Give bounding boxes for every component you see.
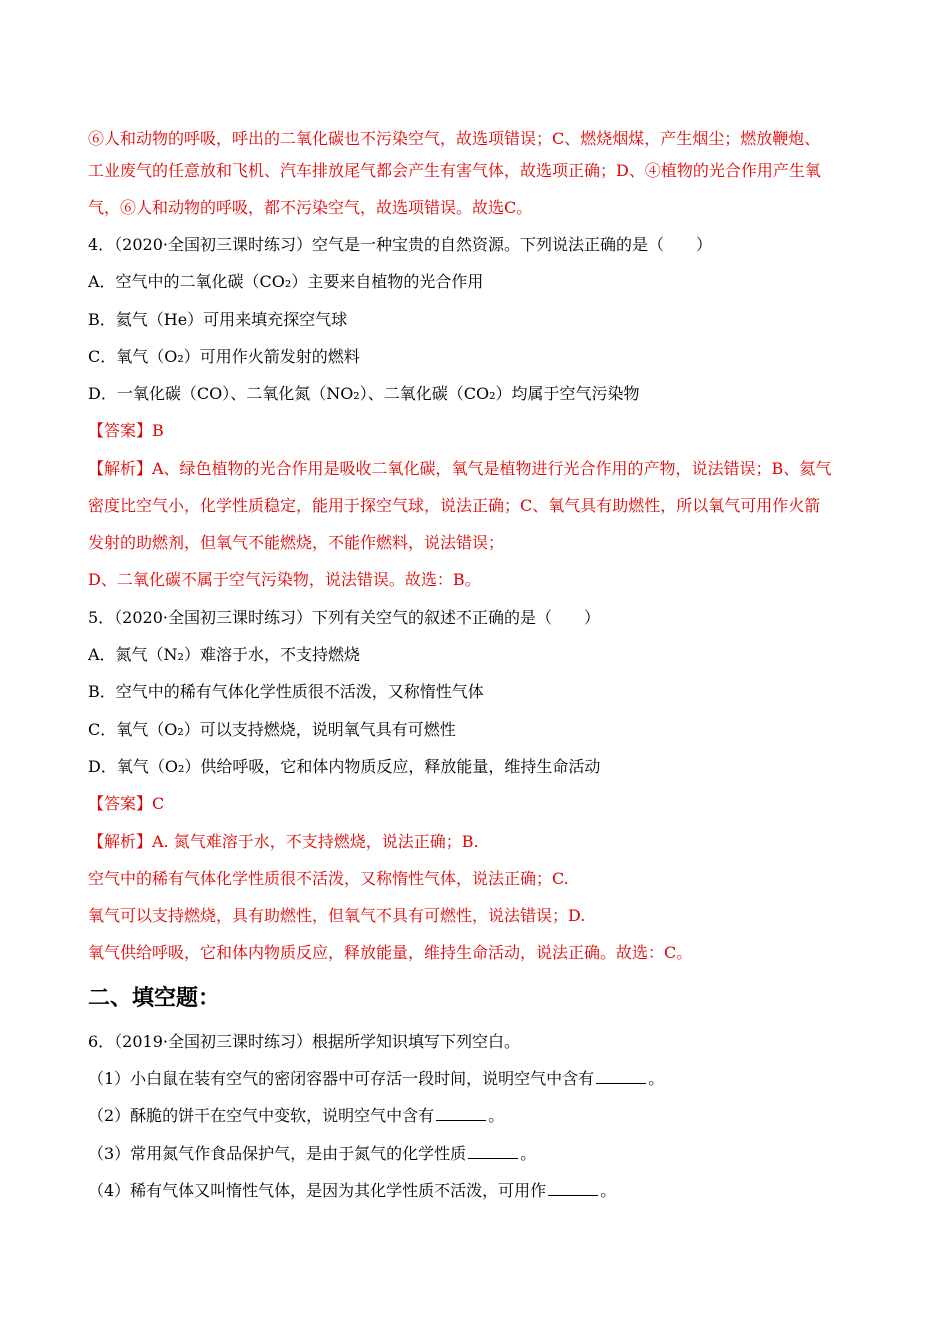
- q6-item-4: [88, 1180, 878, 1202]
- q6-item-3: [88, 1143, 878, 1165]
- q5-option-b: B．空气中的稀有气体化学性质很不活泼，又称惰性气体: [88, 682, 484, 701]
- q6-item-2: [88, 1105, 878, 1127]
- q6-item-2-text: （2）酥脆的饼干在空气中变软，说明空气中含有: [88, 1106, 435, 1125]
- q6-item-4-end: 。: [600, 1181, 617, 1200]
- q5-option-a: A．氮气（N₂）难溶于水，不支持燃烧: [88, 645, 360, 664]
- q5-analysis-line-4: 氧气供给呼吸，它和体内物质反应，释放能量，维持生命活动，说法正确。故选：C。: [88, 943, 693, 962]
- q5-option-c: C．氧气（O₂）可以支持燃烧，说明氧气具有可燃性: [88, 720, 456, 739]
- q5-analysis-line-3: 氧气可以支持燃烧，具有助燃性，但氧气不具有可燃性，说法错误；D.: [88, 906, 586, 925]
- q4-analysis-line-2: 密度比空气小，化学性质稳定，能用于探空气球，说法正确；C、氧气具有助燃性，所以氧气可用作火箭: [88, 496, 821, 515]
- q4-option-a: A．空气中的二氧化碳（CO₂）主要来自植物的光合作用: [88, 272, 484, 291]
- q6-item-2-end: 。: [488, 1106, 505, 1125]
- q4-analysis-line-4: D、二氧化碳不属于空气污染物，说法错误。故选：B。: [88, 570, 481, 589]
- q4-stem: 4．（2020·全国初三课时练习）空气是一种宝贵的自然资源。下列说法正确的是（ ）: [88, 235, 712, 254]
- q4-answer: 【答案】B: [88, 421, 164, 440]
- q6-item-4-text: （4）稀有气体又叫惰性气体，是因为其化学性质不活泼，可用作: [88, 1181, 547, 1200]
- q5-analysis-line-1: 【解析】A. 氮气难溶于水，不支持燃烧，说法正确；B.: [88, 832, 479, 851]
- q6-item-1-text: （1）小白鼠在装有空气的密闭容器中可存活一段时间，说明空气中含有: [88, 1069, 595, 1088]
- q5-analysis-line-2: 空气中的稀有气体化学性质很不活泼，又称惰性气体，说法正确；C.: [88, 869, 569, 888]
- q6-item-4-blank[interactable]: [548, 1181, 598, 1196]
- prev-analysis-line-2: 工业废气的任意放和飞机、汽车排放尾气都会产生有害气体，故选项正确；D、④植物的光合作用产生氧: [88, 161, 821, 180]
- q4-analysis-line-1: 【解析】A、绿色植物的光合作用是吸收二氧化碳，氧气是植物进行光合作用的产物，说法错误；B、氦气: [88, 459, 832, 478]
- q5-option-d: D．氧气（O₂）供给呼吸，它和体内物质反应，释放能量，维持生命活动: [88, 757, 601, 776]
- q6-item-1-blank[interactable]: [596, 1069, 646, 1084]
- q4-option-c: C．氧气（O₂）可用作火箭发射的燃料: [88, 347, 360, 366]
- q6-item-1: [88, 1068, 878, 1090]
- q4-option-b: B．氦气（He）可用来填充探空气球: [88, 310, 348, 329]
- q6-stem: 6．（2019·全国初三课时练习）根据所学知识填写下列空白。: [88, 1032, 520, 1051]
- q6-item-3-text: （3）常用氮气作食品保护气，是由于氮气的化学性质: [88, 1144, 467, 1163]
- section-heading: 二、填空题：: [88, 985, 221, 1011]
- prev-analysis-line-1: ⑥人和动物的呼吸，呼出的二氧化碳也不污染空气，故选项错误；C、燃烧烟煤，产生烟尘；燃放鞭炮、: [88, 129, 821, 148]
- q4-analysis-line-3: 发射的助燃剂，但氧气不能燃烧，不能作燃料，说法错误；: [88, 533, 505, 552]
- q5-stem: 5．（2020·全国初三课时练习）下列有关空气的叙述不正确的是（ ）: [88, 608, 600, 627]
- q6-item-3-blank[interactable]: [468, 1144, 518, 1159]
- prev-analysis-line-3: 气，⑥人和动物的呼吸，都不污染空气，故选项错误。故选C。: [88, 198, 533, 217]
- q6-item-3-end: 。: [520, 1144, 537, 1163]
- q5-answer: 【答案】C: [88, 794, 165, 813]
- q4-option-d: D．一氧化碳（CO）、二氧化氮（NO₂）、二氧化碳（CO₂）均属于空气污染物: [88, 384, 640, 403]
- q6-item-1-end: 。: [648, 1069, 665, 1088]
- q6-item-2-blank[interactable]: [436, 1106, 486, 1121]
